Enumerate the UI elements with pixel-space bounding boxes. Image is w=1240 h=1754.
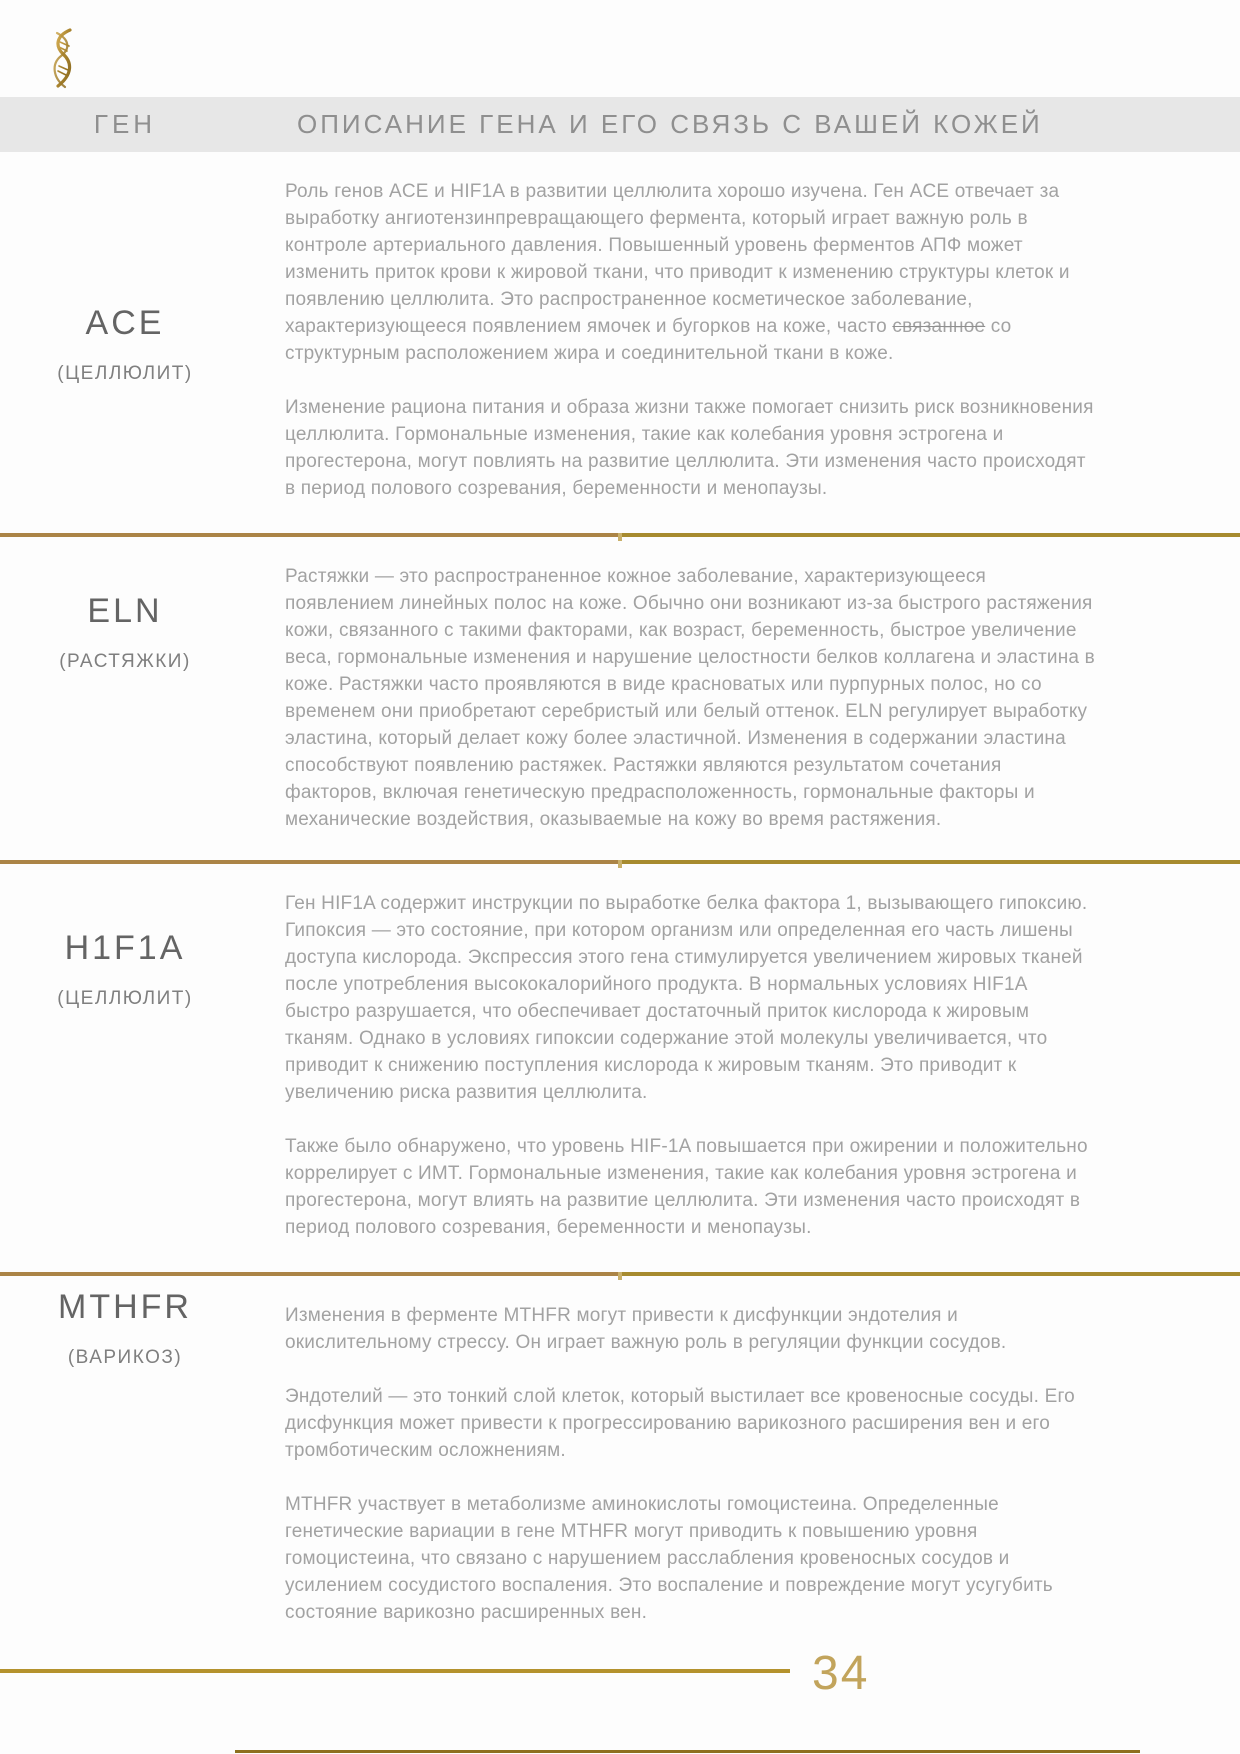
gene-condition: (ВАРИКОЗ) <box>67 1347 183 1368</box>
gold-divider-line <box>0 1272 1240 1276</box>
struck-text: связанное <box>892 316 986 337</box>
gene-table-body <box>0 152 1240 1653</box>
gene-condition: (РАСТЯЖКИ) <box>59 651 191 672</box>
table-row-ace <box>0 152 1240 533</box>
table-row-eln <box>0 537 1240 860</box>
table-row-mthfr <box>0 1276 1240 1653</box>
table-row-h1f1a <box>0 864 1240 1272</box>
dna-helix-icon <box>46 28 80 90</box>
gene-condition: (ЦЕЛЛЮЛИТ) <box>57 363 193 384</box>
bottom-edge-line <box>235 1750 1140 1753</box>
description-paragraph: Ген HIF1A содержит инструкции по выработке белка фактора 1, вызывающего гипоксию. Гипоксия — это состояние, при котором организм или определенная его часть лишены доступа кислорода. Экспрессия этого гена стимулируется увеличением жировых тканей после употребления высококалорийного продукта. В нормальных условиях HIF1A быстро разрушается, что обеспечивает достаточный приток кислорода к жировым тканям. Однако в условиях гипоксии содержание этой молекулы увеличивается, что приводит к снижению поступления кислорода к жировым тканям. Это приводит к увеличению риска развития целлюлита. <box>285 893 1088 1103</box>
description-cell <box>250 864 1240 1272</box>
gene-cell <box>0 864 250 1272</box>
page-footer <box>0 1646 1240 1706</box>
gene-condition: (ЦЕЛЛЮЛИТ) <box>57 988 193 1009</box>
table-header <box>0 97 1240 152</box>
gene-cell <box>0 152 250 533</box>
footer-gold-line <box>0 1669 790 1673</box>
gene-name: ACE <box>85 304 165 342</box>
description-cell <box>250 1276 1240 1653</box>
gene-cell <box>0 1276 250 1653</box>
header-description-column: ОПИСАНИЕ ГЕНА И ЕГО СВЯЗЬ С ВАШЕЙ КОЖЕЙ <box>297 109 1043 139</box>
paragraph-text: Роль генов ACE и HIF1A в развитии целлюлита хорошо изучена. Ген ACE отвечает за выработку ангиотензинпревращающего фермента, который играет важную роль в контроле артериального давления. Повышенный уровень ферментов АПФ может изменить приток крови к жировой ткани, что приводит к изменению структуры клеток и появлению целлюлита. Это распространенное косметическое заболевание, характеризующееся появлением ямочек и бугорков на коже, часто <box>285 181 1070 337</box>
header-gene-column: ГЕН <box>93 109 157 139</box>
gene-name: ELN <box>87 592 163 630</box>
description-paragraph <box>285 178 1095 367</box>
page-number: 34 <box>812 1647 870 1700</box>
description-paragraph: Растяжки — это распространенное кожное заболевание, характеризующееся появлением линейных полос на коже. Обычно они возникают из-за быстрого растяжения кожи, связанного с такими факторами, как возраст, беременность, быстрое увеличение веса, гормональные изменения и нарушение целостности белков коллагена и эластина в коже. Растяжки часто проявляются в виде красноватых или пурпурных полос, но со временем они приобретают серебристый или белый оттенок. ELN регулирует выработку эластина, который делает кожу более эластичной. Изменения в содержании эластина способствуют появлению растяжек. Растяжки являются результатом сочетания факторов, включая генетическую предрасположенность, гормональные факторы и механические воздействия, оказываемые на кожу во время растяжения. <box>285 566 1095 830</box>
description-paragraph: Эндотелий — это тонкий слой клеток, который выстилает все кровеносные сосуды. Его дисфункция может привести к прогрессированию варикозного расширения вен и его тромботическим осложнениям. <box>285 1386 1075 1461</box>
gold-divider-line <box>0 533 1240 537</box>
description-cell <box>250 537 1240 860</box>
gene-cell <box>0 537 250 860</box>
gene-name: H1F1A <box>64 929 186 967</box>
description-cell <box>250 152 1240 533</box>
gold-divider-line <box>0 860 1240 864</box>
description-paragraph: Также было обнаружено, что уровень HIF-1A повышается при ожирении и положительно коррелирует с ИМТ. Гормональные изменения, такие как колебания уровня эстрогена и прогестерона, могут влиять на развитие целлюлита. Эти изменения часто происходят в период полового созревания, беременности и менопаузы. <box>285 1136 1088 1238</box>
description-paragraph: MTHFR участвует в метаболизме аминокислоты гомоцистеина. Определенные генетические вариации в гене MTHFR могут приводить к повышению уровня гомоцистеина, что связано с нарушением расслабления кровеносных сосудов и усилением сосудистого воспаления. Это воспаление и повреждение могут усугубить состояние варикозно расширенных вен. <box>285 1494 1053 1623</box>
gene-name: MTHFR <box>58 1288 192 1326</box>
description-paragraph: Изменения в ферменте MTHFR могут привести к дисфункции эндотелия и окислительному стрессу. Он играет важную роль в регуляции функции сосудов. <box>285 1305 1007 1353</box>
description-paragraph: Изменение рациона питания и образа жизни также помогает снизить риск возникновения целлюлита. Гормональные изменения, такие как колебания уровня эстрогена и прогестерона, могут повлиять на развитие целлюлита. Эти изменения часто происходят в период полового созревания, беременности и менопаузы. <box>285 397 1094 499</box>
paragraph-text: со структурным расположением жира и соединительной ткани в коже. <box>285 316 1012 364</box>
